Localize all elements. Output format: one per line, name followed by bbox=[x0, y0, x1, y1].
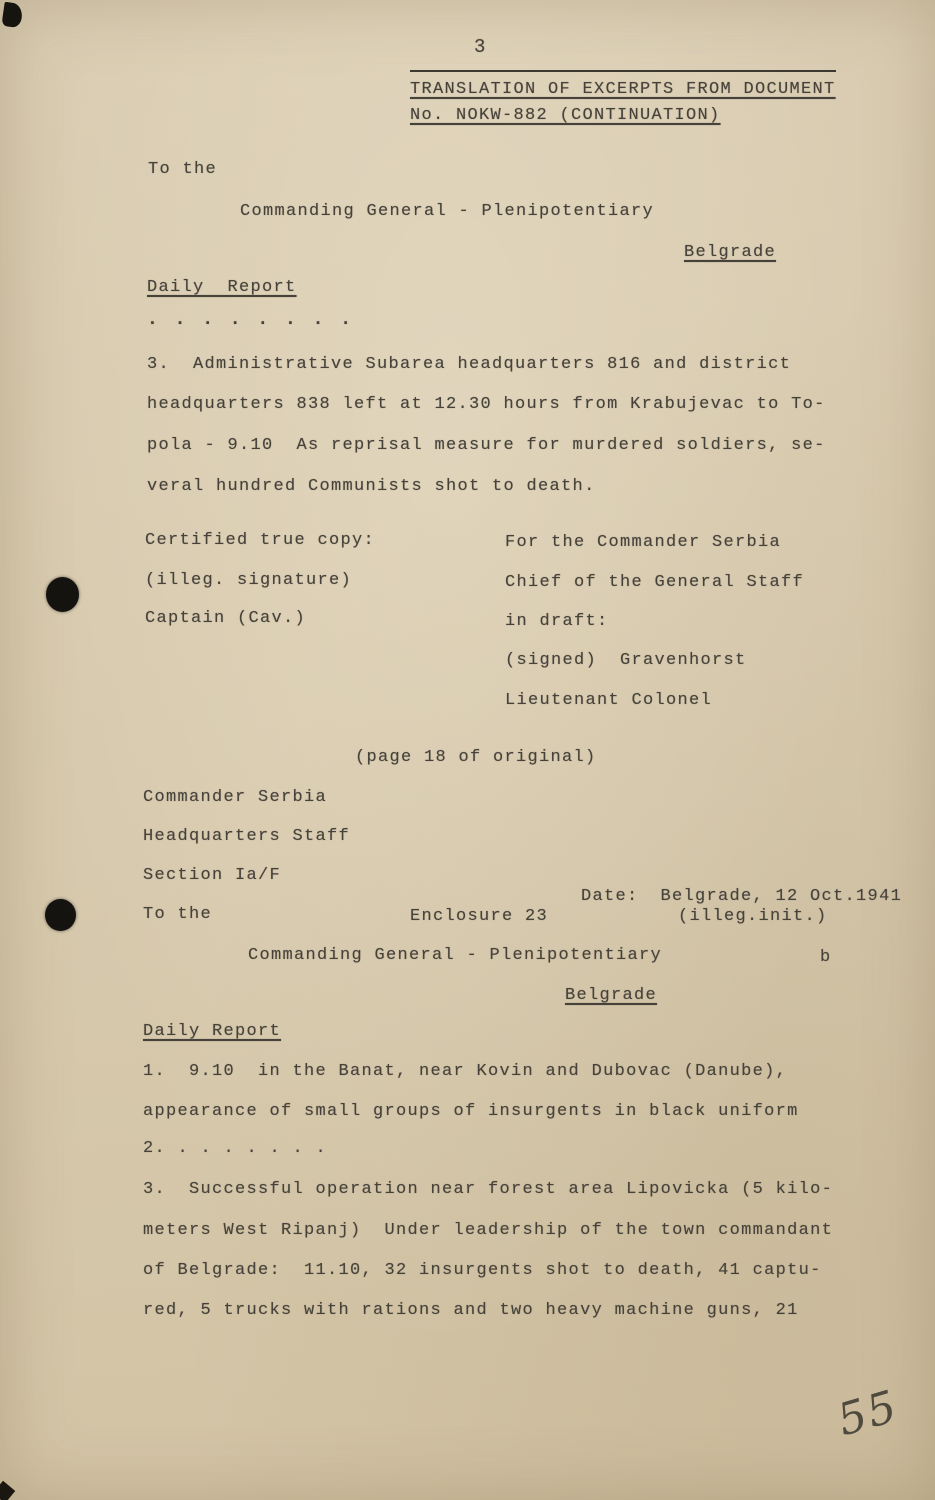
certification-left-line2: (illeg. signature) bbox=[145, 571, 353, 590]
report1-title: Daily Report bbox=[147, 278, 297, 297]
report2-item2: 2. . . . . . . . bbox=[143, 1139, 328, 1158]
report2-item1-line1: 1. 9.10 in the Banat, near Kovin and Dubovac (Danube), bbox=[143, 1062, 788, 1081]
translation-header-line1: TRANSLATION OF EXCERPTS FROM DOCUMENT bbox=[410, 80, 836, 99]
translation-header-line2: No. NOKW-882 (CONTINUATION) bbox=[410, 106, 721, 125]
certification-right-line5: Lieutenant Colonel bbox=[505, 691, 713, 710]
report1-dots: . . . . . . . . bbox=[147, 310, 355, 330]
letter1-addressee: Commanding General - Plenipotentiary bbox=[240, 202, 655, 221]
certification-right-line2: Chief of the General Staff bbox=[505, 573, 805, 592]
letter2-sender-line1: Commander Serbia bbox=[143, 788, 328, 807]
letter2-sender-line2: Headquarters Staff bbox=[143, 827, 351, 846]
letter2-sender-line3: Section Ia/F bbox=[143, 866, 282, 885]
hole-punch-bottom bbox=[45, 899, 76, 931]
translation-header bbox=[410, 70, 836, 129]
certification-right-line3: in draft: bbox=[505, 612, 609, 631]
certification-right-line1: For the Commander Serbia bbox=[505, 533, 782, 552]
report1-item3-line2: headquarters 838 left at 12.30 hours from Krabujevac to To- bbox=[147, 395, 826, 414]
report2-item3-line1: 3. Successful operation near forest area Lipovicka (5 kilo- bbox=[143, 1180, 834, 1199]
date-value: Belgrade, 12 Oct.1941 bbox=[660, 887, 903, 906]
letter2-enclosure: Enclosure 23 bbox=[410, 907, 549, 926]
letter2-salutation: To the bbox=[143, 905, 213, 924]
letter2-margin-letter: b bbox=[820, 948, 832, 967]
scan-corner-mark bbox=[1, 2, 23, 28]
certification-left-line3: Captain (Cav.) bbox=[145, 609, 307, 628]
letter1-salutation: To the bbox=[148, 160, 218, 179]
report2-item3-line2: meters West Ripanj) Under leadership of the town commandant bbox=[143, 1221, 834, 1240]
report2-title: Daily Report bbox=[143, 1022, 282, 1041]
hole-punch-top bbox=[46, 577, 79, 612]
report2-item3-line3: of Belgrade: 11.10, 32 insurgents shot to death, 41 captu- bbox=[143, 1261, 822, 1280]
letter1-place: Belgrade bbox=[684, 243, 777, 262]
page-of-original-note: (page 18 of original) bbox=[355, 748, 597, 767]
report2-item1-line2: appearance of small groups of insurgents in black uniform bbox=[143, 1102, 799, 1121]
certification-right-line4: (signed) Gravenhorst bbox=[505, 651, 747, 670]
report1-item3-line1: 3. Administrative Subarea headquarters 816 and district bbox=[147, 355, 792, 374]
report1-item3-line3: pola - 9.10 As reprisal measure for murdered soldiers, se- bbox=[147, 436, 826, 455]
report1-item3-line4: veral hundred Communists shot to death. bbox=[147, 477, 596, 496]
page-number: 3 bbox=[474, 36, 487, 58]
letter2-initials: (illeg.init.) bbox=[678, 907, 828, 926]
certification-left-line1: Certified true copy: bbox=[145, 531, 376, 550]
date-label: Date: bbox=[581, 887, 639, 906]
handwritten-page-mark: 55 bbox=[832, 1380, 904, 1447]
scan-corner-mark-bottom bbox=[0, 1481, 15, 1500]
report2-item3-line4: red, 5 trucks with rations and two heavy machine guns, 21 bbox=[143, 1301, 799, 1320]
letter2-place: Belgrade bbox=[565, 986, 658, 1005]
letter2-addressee: Commanding General - Plenipotentiary bbox=[248, 946, 663, 965]
